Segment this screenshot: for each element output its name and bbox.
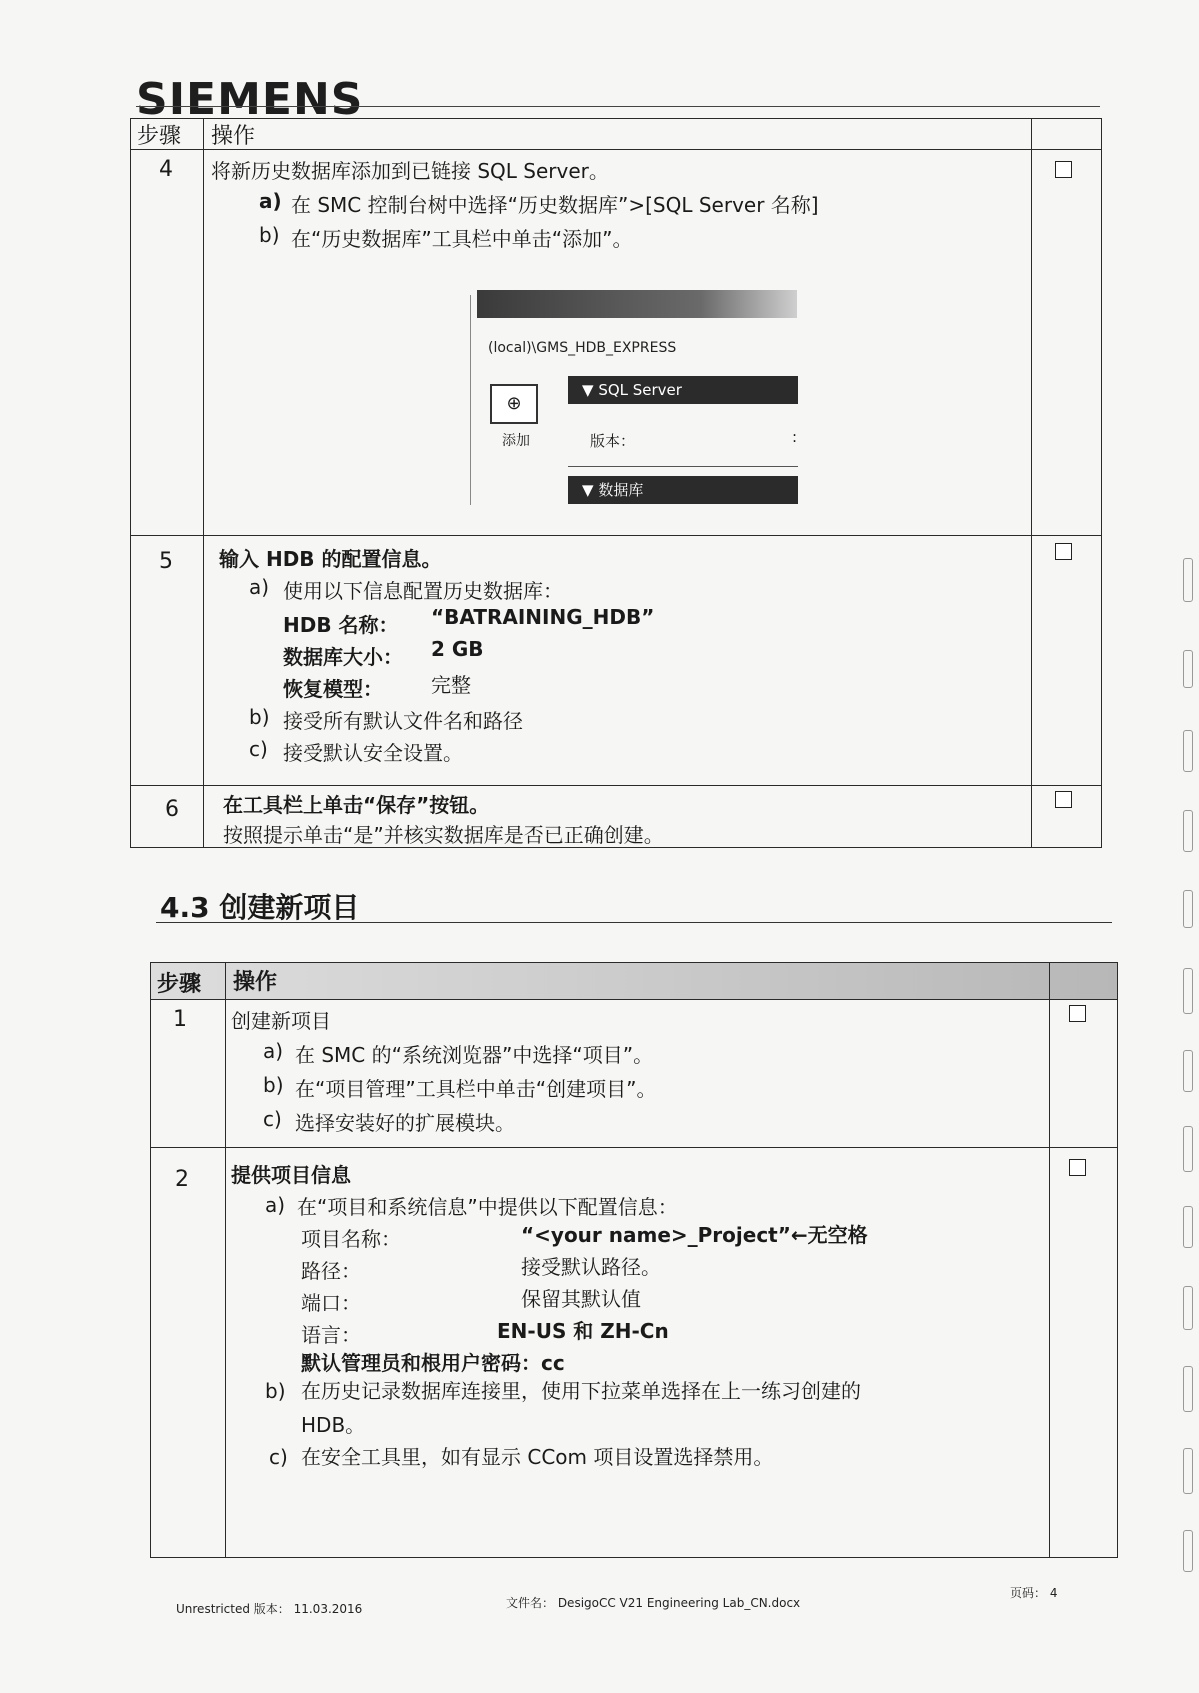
row-divider: [131, 149, 1101, 150]
step-title: 创建新项目: [231, 1009, 331, 1033]
version-label: 版本：: [590, 432, 636, 450]
checkbox[interactable]: [1069, 1005, 1086, 1022]
checkbox[interactable]: [1069, 1159, 1086, 1176]
section-divider: [156, 922, 1112, 923]
column-divider: [1049, 963, 1050, 1557]
step-title: 在工具栏上单击“保存”按钮。: [223, 793, 490, 817]
scan-mark: [1183, 1366, 1193, 1412]
column-divider: [1031, 119, 1032, 847]
step-number: 5: [159, 549, 173, 574]
config-label: HDB 名称：: [283, 613, 399, 637]
scan-mark: [1183, 890, 1193, 928]
step-title: 将新历史数据库添加到已链接 SQL Server。: [211, 159, 609, 183]
panel-divider: [568, 466, 798, 467]
item-text: 在安全工具里，如有显示 CCom 项目设置选择禁用。: [301, 1445, 774, 1469]
config-label: 路径：: [301, 1259, 361, 1283]
table-header-operation: 操作: [211, 124, 256, 149]
frame-line: [470, 295, 471, 505]
item-marker: c): [269, 1445, 288, 1469]
item-marker: c): [249, 737, 268, 761]
version-separator: :: [792, 428, 798, 446]
config-label: 项目名称：: [301, 1227, 401, 1251]
table-header-operation: 操作: [233, 970, 278, 995]
section-title: 创建新项目: [219, 891, 360, 924]
table-header-background: [151, 963, 1117, 999]
scan-mark: [1183, 1286, 1193, 1330]
window-titlebar: [477, 290, 797, 318]
item-marker: b): [263, 1073, 284, 1097]
scan-mark: [1183, 1126, 1193, 1172]
password-note: 默认管理员和根用户密码：cc: [301, 1351, 565, 1375]
database-label: 数据库: [598, 481, 644, 499]
table-header-step: 步骤: [137, 124, 182, 149]
step-number: 1: [173, 1007, 187, 1032]
row-divider: [151, 1147, 1117, 1148]
row-divider: [131, 535, 1101, 536]
item-marker: b): [259, 223, 280, 247]
header-divider: [136, 106, 1100, 107]
row-divider: [131, 785, 1101, 786]
config-label: 数据库大小：: [283, 645, 403, 669]
item-text: 使用以下信息配置历史数据库：: [283, 579, 563, 603]
sql-server-section[interactable]: ▼ SQL Server: [568, 376, 798, 404]
item-marker: c): [263, 1107, 282, 1131]
step-number: 6: [165, 797, 179, 822]
config-value: 保留其默认值: [521, 1287, 641, 1311]
item-marker: b): [265, 1379, 286, 1403]
add-button-label[interactable]: 添加: [502, 433, 530, 449]
siemens-logo: SIEMENS: [136, 74, 364, 125]
item-marker: b): [249, 705, 270, 729]
item-text: 在“项目管理”工具栏中单击“创建项目”。: [295, 1077, 657, 1101]
config-value: 完整: [431, 673, 471, 697]
item-text: 在 SMC 的“系统浏览器”中选择“项目”。: [295, 1043, 654, 1067]
item-marker: a): [259, 189, 282, 213]
config-value: 2 GB: [431, 637, 484, 661]
embedded-screenshot: [440, 290, 800, 515]
footer-center: 文件名： DesigoCC V21 Engineering Lab_CN.docx: [506, 1596, 801, 1610]
step-title: 输入 HDB 的配置信息。: [219, 547, 442, 571]
database-section[interactable]: ▼ 数据库: [568, 476, 798, 504]
config-value: EN-US 和 ZH-Cn: [497, 1319, 669, 1343]
item-text: 在“历史数据库”工具栏中单击“添加”。: [291, 227, 633, 251]
database-add-icon[interactable]: ⊕: [490, 384, 538, 424]
checkbox[interactable]: [1055, 543, 1072, 560]
scan-mark: [1183, 730, 1193, 772]
checkbox[interactable]: [1055, 791, 1072, 808]
scan-mark: [1183, 1448, 1193, 1494]
section-heading: [160, 886, 359, 926]
config-label: 端口：: [301, 1291, 361, 1315]
sql-server-label: SQL Server: [598, 381, 682, 399]
scan-mark: [1183, 558, 1193, 602]
scan-mark: [1183, 968, 1193, 1014]
step-title: 提供项目信息: [231, 1163, 351, 1187]
row-divider: [151, 999, 1117, 1000]
item-text: 接受默认安全设置。: [283, 741, 463, 765]
item-text: 接受所有默认文件名和路径: [283, 709, 523, 733]
scan-mark: [1183, 810, 1193, 852]
scan-mark: [1183, 650, 1193, 688]
step-number: 2: [175, 1167, 189, 1192]
steps-table-2: [150, 962, 1118, 1558]
section-number: 4.3: [160, 891, 210, 924]
step-note: 按照提示单击“是”并核实数据库是否已正确创建。: [223, 823, 664, 847]
config-value: “BATRAINING_HDB”: [431, 605, 655, 629]
item-text: 在历史记录数据库连接里，使用下拉菜单选择在上一练习创建的: [301, 1379, 861, 1403]
item-text: 在 SMC 控制台树中选择“历史数据库”>[SQL Server 名称]: [291, 193, 819, 217]
scan-mark: [1183, 1206, 1193, 1248]
scan-mark: [1183, 1050, 1193, 1092]
footer-page-number: 页码： 4: [1010, 1586, 1058, 1600]
item-text: 选择安装好的扩展模块。: [295, 1111, 515, 1135]
column-divider: [203, 119, 204, 847]
item-marker: a): [265, 1193, 286, 1217]
footer-left: Unrestricted 版本： 11.03.2016: [176, 1602, 363, 1616]
config-value: “<your name>_Project”←无空格: [521, 1223, 868, 1247]
config-label: 语言：: [301, 1323, 361, 1347]
checkbox[interactable]: [1055, 161, 1072, 178]
step-number: 4: [159, 157, 173, 182]
item-marker: a): [249, 575, 270, 599]
column-divider: [225, 963, 226, 1557]
config-label: 恢复模型：: [283, 677, 383, 701]
table-header-step: 步骤: [157, 972, 202, 997]
item-text-continued: HDB。: [301, 1413, 366, 1437]
item-marker: a): [263, 1039, 284, 1063]
config-value: 接受默认路径。: [521, 1255, 661, 1279]
hdb-path: (local)\GMS_HDB_EXPRESS: [488, 340, 677, 356]
scan-mark: [1183, 1530, 1193, 1572]
item-text: 在“项目和系统信息”中提供以下配置信息：: [297, 1195, 678, 1219]
